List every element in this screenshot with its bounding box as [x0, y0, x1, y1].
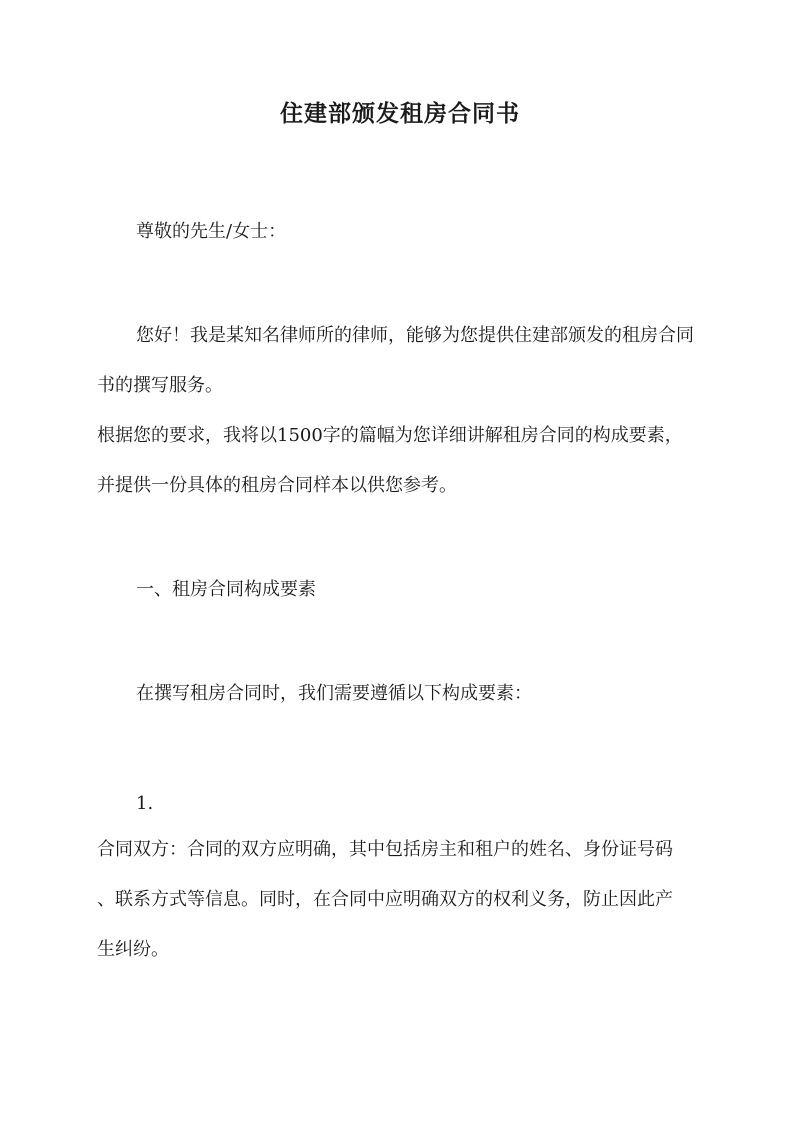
request-line-1: 根据您的要求，我将以1500字的篇幅为您详细讲解租房合同的构成要素， — [97, 425, 683, 446]
item-number: 1. — [136, 793, 154, 814]
item-line-3: 生纠纷。 — [97, 939, 169, 960]
item-line-1: 合同双方：合同的双方应明确，其中包括房主和租户的姓名、身份证号码 — [97, 839, 673, 860]
document-title: 住建部颁发租房合同书 — [280, 100, 520, 127]
request-line-2: 并提供一份具体的租房合同样本以供您参考。 — [97, 475, 457, 496]
intro-line-1: 您好！我是某知名律师所的律师，能够为您提供住建部颁发的租房合同 — [136, 325, 694, 346]
salutation: 尊敬的先生/女士： — [136, 221, 287, 242]
section-heading: 一、租房合同构成要素 — [136, 579, 316, 600]
section-intro: 在撰写租房合同时，我们需要遵循以下构成要素： — [136, 683, 532, 704]
item-line-2: 、联系方式等信息。同时，在合同中应明确双方的权利义务，防止因此产 — [97, 889, 673, 910]
intro-line-2: 书的撰写服务。 — [97, 375, 223, 396]
